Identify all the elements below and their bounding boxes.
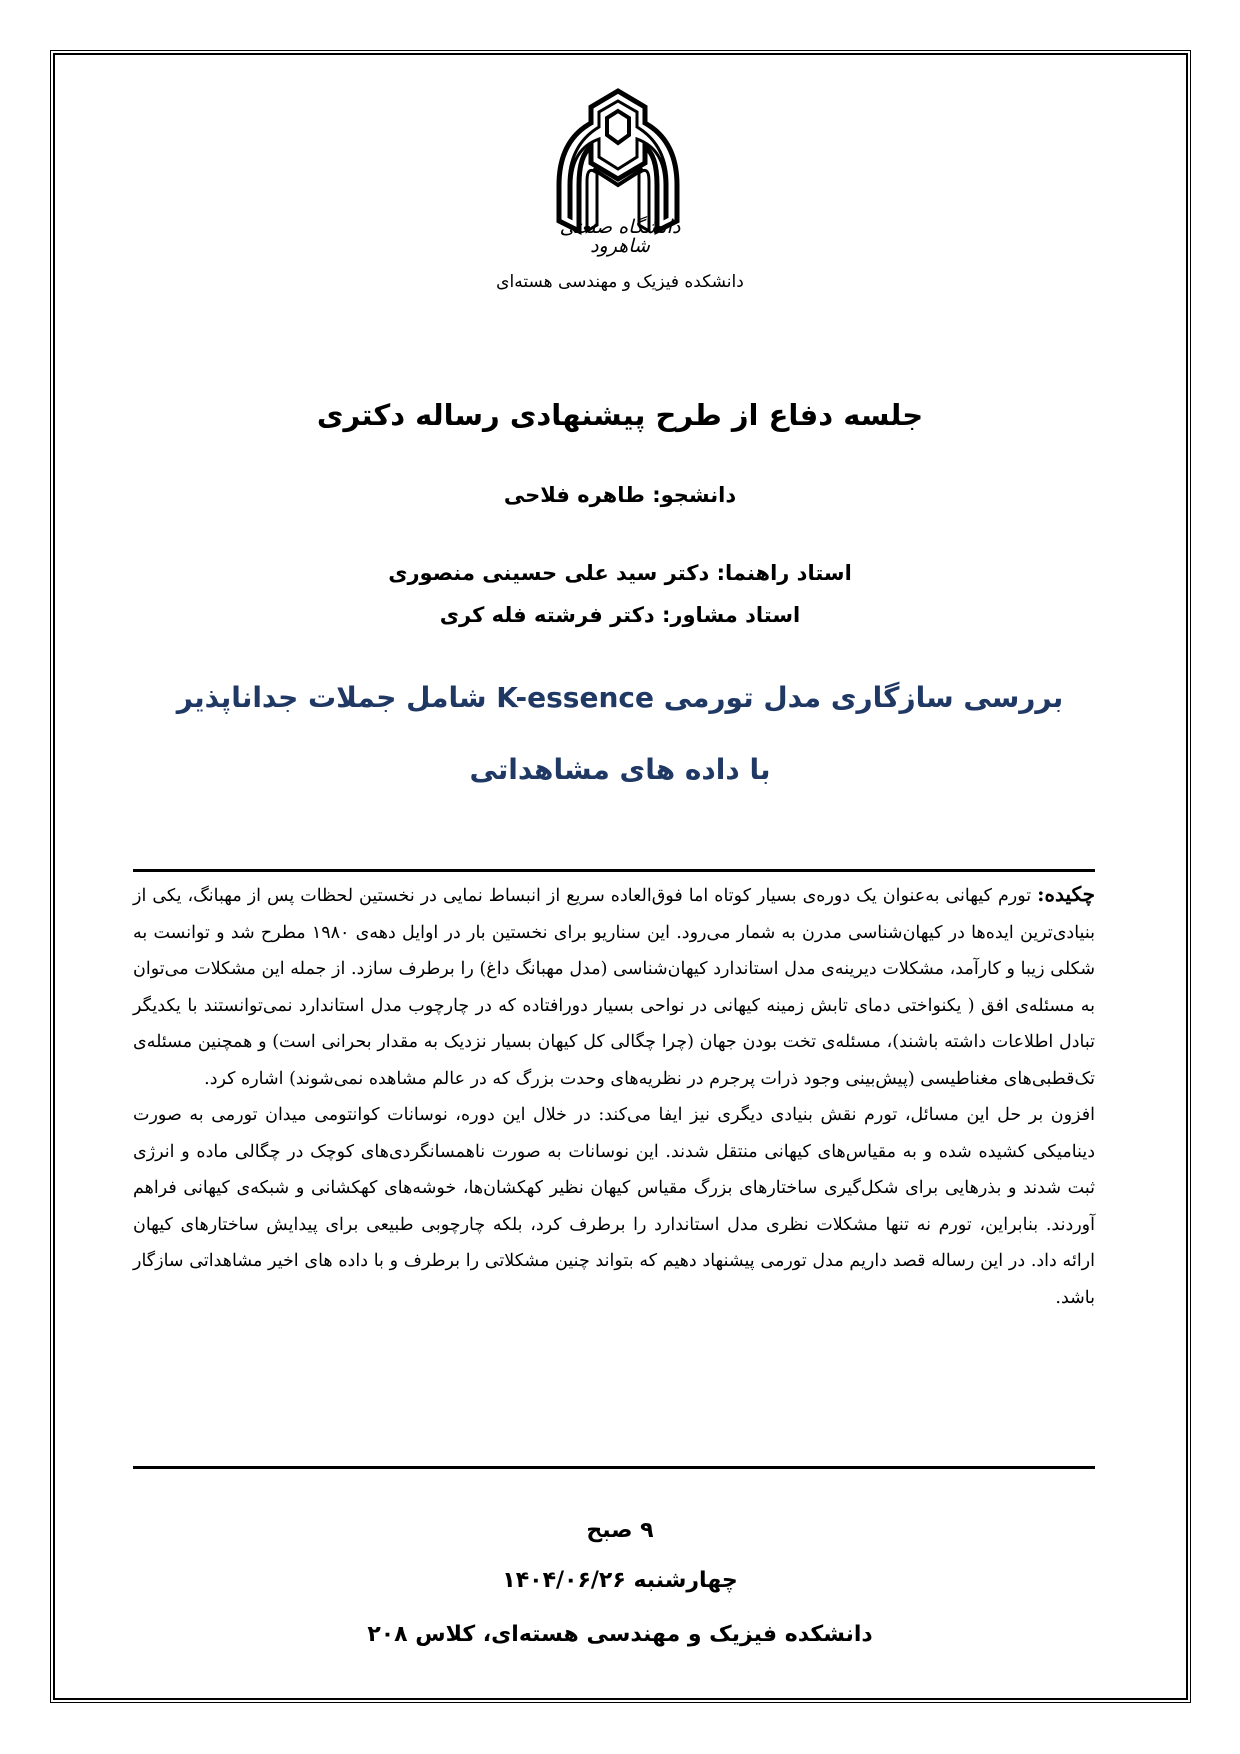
supervisor-line bbox=[0, 558, 1240, 588]
abstract-bottom-rule bbox=[133, 1466, 1095, 1469]
abstract-label: چکیده: bbox=[1037, 882, 1095, 906]
thesis-title-part2: شامل جملات جداناپذیر bbox=[176, 681, 487, 714]
thesis-title-part1: بررسی سازگاری مدل تورمی bbox=[663, 681, 1064, 714]
student-name: طاهره فلاحی bbox=[503, 483, 645, 507]
thesis-title-line-1 bbox=[0, 678, 1240, 718]
supervisor-label: استاد راهنما: bbox=[716, 561, 852, 585]
thesis-title-latin: K-essence bbox=[496, 681, 654, 714]
student-label: دانشجو: bbox=[652, 483, 737, 507]
student-line bbox=[0, 480, 1240, 510]
abstract-block bbox=[133, 876, 1095, 1316]
event-date: ۱۴۰۴/۰۶/۲۶ bbox=[502, 1568, 626, 1593]
event-date-line bbox=[0, 1566, 1240, 1596]
thesis-title-line-2: با داده های مشاهداتی bbox=[469, 753, 771, 786]
faculty-name: دانشکده فیزیک و مهندسی هسته‌ای bbox=[496, 272, 744, 292]
advisor-name: دکتر فرشته فله کری bbox=[439, 603, 655, 627]
supervisor-name: دکتر سید علی حسینی منصوری bbox=[388, 561, 710, 585]
event-venue: دانشکده فیزیک و مهندسی هسته‌ای، کلاس ۲۰۸ bbox=[367, 1622, 873, 1647]
advisor-line bbox=[0, 600, 1240, 630]
abstract-paragraph-2 bbox=[133, 1097, 1095, 1316]
event-title: جلسه دفاع از طرح پیشنهادی رساله دکتری bbox=[316, 398, 924, 432]
abstract-paragraph-1 bbox=[133, 876, 1095, 1097]
abstract-text-1: تورم کیهانی به‌عنوان یک دوره‌ی بسیار کوتاه اما فوق‌العاده سریع از انبساط نمایی در نخستین لحظات پس از مهبانگ، یکی از بنیادی‌ترین ایده‌ها در کیهان‌شناسی مدرن به شمار می‌رود. این سناریو برای نخستین بار در اوایل دهه‌ی ۱۹۸۰ مطرح شد و توانست به شکلی زیبا و کارآمد، مشکلات دیرینه‌ی مدل استاندارد کیهان‌شناسی (مدل مهبانگ داغ) را برطرف سازد. از جمله این مشکلات می‌توان به مسئله‌ی افق ( یکنواختی دمای تابش زمینه کیهانی در نواحی بسیار دورافتاده که در چارچوب مدل استاندارد نمی‌توانستند با یکدیگر تبادل اطلاعات داشته باشند)، مسئله‌ی تخت بودن جهان (چرا چگالی کل کیهان بسیار نزدیک به مقدار بحرانی است) و همچنین مسئله‌ی تک‌قطبی‌های مغناطیسی (پیش‌بینی وجود ذرات پرجرم در نظریه‌های وحدت بزرگ که در عالم مشاهده نمی‌شوند) اشاره کرد. bbox=[133, 886, 1095, 1089]
university-name-script: دانشگاه صنعتی شاهرود bbox=[559, 216, 681, 257]
advisor-label: استاد مشاور: bbox=[662, 603, 801, 627]
event-time: ۹ صبح bbox=[586, 1518, 654, 1543]
event-weekday: چهارشنبه bbox=[633, 1568, 738, 1593]
abstract-text-2: افزون بر حل این مسائل، تورم نقش بنیادی دیگری نیز ایفا می‌کند: در خلال این دوره، نوسانات کوانتومی میدان تورمی به صورت دینامیکی کشیده شده و به مقیاس‌های کیهانی منتقل شدند. این نوسانات به صورت ناهمسانگردی‌های کوچک در چگالی ماده و انرژی ثبت شدند و بذرهایی برای شکل‌گیری ساختارهای بزرگ مقیاس کیهان نظیر کهکشان‌ها، خوشه‌های کهکشانی و شبکه‌ی کیهانی فراهم آوردند. بنابراین، تورم نه تنها مشکلات نظری مدل استاندارد را برطرف کرد، بلکه چارچوبی طبیعی برای پیدایش ساختارهای کیهان ارائه داد. در این رساله قصد داریم مدل تورمی پیشنهاد دهیم که بتواند چنین مشکلاتی را برطرف و با داده های اخیر مشاهداتی سازگار باشد. bbox=[133, 1105, 1095, 1308]
abstract-top-rule bbox=[133, 869, 1095, 872]
